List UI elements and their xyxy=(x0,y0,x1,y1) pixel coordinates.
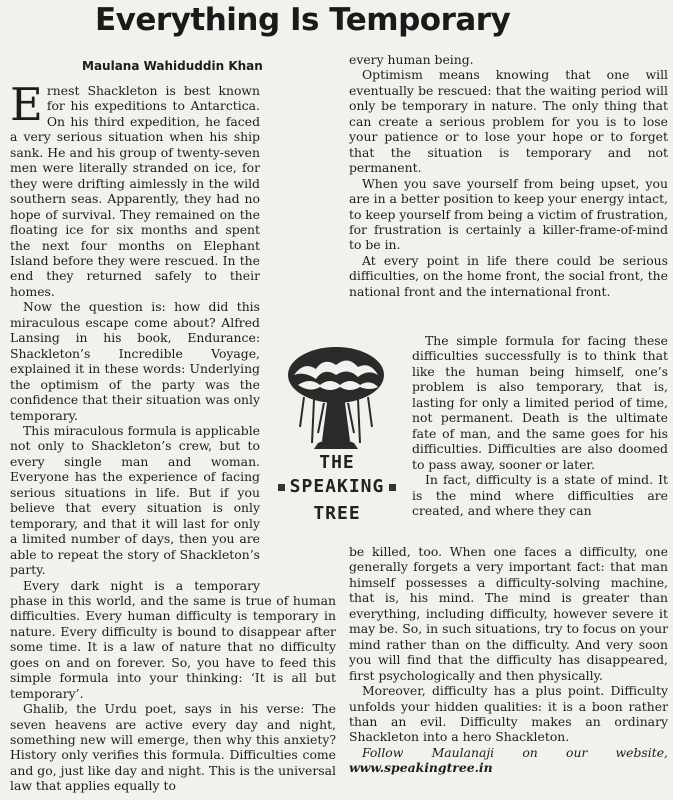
paragraph: every human being. xyxy=(349,52,474,67)
bullet-icon xyxy=(278,484,285,491)
right-column-top xyxy=(349,52,668,299)
right-column-bottom xyxy=(349,544,668,776)
logo-word-speaking: SPEAKING xyxy=(289,476,385,497)
drop-cap: E xyxy=(10,78,43,131)
paragraph: When you save yourself from being upset, you are in a better position to keep your energy intact, to keep yourself from being a victim of frustration, for frustration is certainly a killer-frame-of-mind to be in. xyxy=(349,175,668,253)
paragraph: Ernest Shackleton is best known for his expeditions to Antarctica. On his third expedition, he faced a very serious situation when his ship sank. He and his group of twenty-seven men were literally stranded on ice, for they were drifting aimlessly in the wild southern seas. Apparently, they had no hope of survival. They remained on the floating ice for six months and spent the next four months on Elephant Island before they were rescued. In the end they returned safely to their homes. xyxy=(10,78,260,299)
paragraph: Ghalib, the Urdu poet, says in his verse: The seven heavens are active every day and night, something new will emerge, then why this anxiety? History only verifies this formula. Difficulties come and go, just like day and night. This is the universal law that applies equally to xyxy=(10,701,336,794)
website-link[interactable]: www.speakingtree.in xyxy=(349,760,493,776)
logo-word-the: THE xyxy=(319,452,355,473)
paragraph: This miraculous formula is applicable not only to Shackleton’s crew, but to every single man and woman. Everyone has the experience of facing serious situations in life. But if you believe that every situation is only temporary, and that it will last for only a limited number of days, then you are able to repeat the story of Shackleton’s party. xyxy=(10,422,260,578)
banyan-tree-icon xyxy=(284,345,388,453)
paragraph: In fact, difficulty is a state of mind. It is the mind where difficulties are created, and where they can xyxy=(412,472,668,518)
logo-word-speaking-row xyxy=(262,476,412,497)
paragraph: Now the question is: how did this miraculous escape come about? Alfred Lansing in his book, Endurance: Shackleton’s Incredible Voyage, explained it in these words: Underlying the optimism of the party was the confidence that their situation was only temporary. xyxy=(10,299,260,423)
bullet-icon xyxy=(389,484,396,491)
paragraph: The simple formula for facing these difficulties successfully is to think that like the human being himself, one’s problem is also temporary, that is, lasting for only a limited period of time, not permanent. Death is the ultimate fate of man, and the same goes for his difficulties. Difficulties are also doomed to pass away, sooner or later. xyxy=(412,333,668,472)
paragraph: Optimism means knowing that one will eventually be rescued: that the waiting period will only be temporary in nature. The only thing that can create a serious problem for you is to lose your patience or to lose your hope or to forget that the situation is temporary and not permanent. xyxy=(349,67,668,176)
paragraph: Every dark night is a temporary phase in this world, and the same is true of human difficulties. Every human difficulty is temporary in nature. Every difficulty is bound to disappear after some time. It is a law of nature that no difficulty goes on and on forever. So, you have to feed this simple formula into your thinking: ‘It is all but temporary’. xyxy=(10,577,336,701)
right-column-middle xyxy=(412,333,668,518)
paragraph: be killed, too. When one faces a difficulty, one generally forgets a very important fact: that man himself possesses a difficulty-solving machine, that is, his mind. The mind is greater than everything, including difficulty, however severe it may be. So, in such situations, try to focus on your mind rather than on the difficulty. And very soon you will find that the difficulty has disappeared, first psychologically and then physically. xyxy=(349,544,668,683)
headline: Everything Is Temporary xyxy=(95,2,511,38)
website-note: Follow Maulanaji on our website, www.speakingtree.in xyxy=(349,744,668,776)
byline: Maulana Wahiduddin Khan xyxy=(82,59,263,73)
paragraph: At every point in life there could be serious difficulties, on the home front, the social front, the national front and the international front. xyxy=(349,252,668,299)
speaking-tree-logo xyxy=(262,345,412,535)
paragraph: Moreover, difficulty has a plus point. Difficulty unfolds your hidden qualities: it is a boon rather than an evil. Difficulty makes an ordinary Shackleton into a hero Shackleton. xyxy=(349,683,668,745)
logo-word-tree: TREE xyxy=(313,503,361,524)
